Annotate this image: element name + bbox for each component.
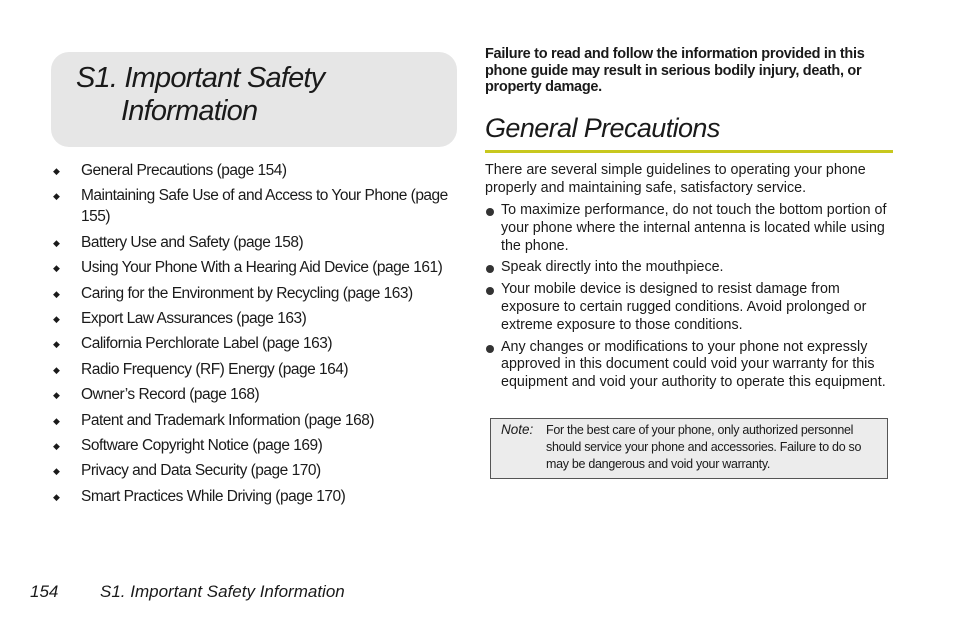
list-item-text: Speak directly into the mouthpiece. xyxy=(501,259,724,276)
note-label: Note: xyxy=(501,422,534,437)
toc-item-label: Software Copyright Notice (page 169) xyxy=(81,436,323,454)
toc-item[interactable] xyxy=(50,384,455,405)
toc-item[interactable] xyxy=(50,160,455,181)
bullet-dot-icon xyxy=(486,287,494,295)
precautions-list xyxy=(485,202,895,396)
diamond-bullet-icon: ◆ xyxy=(53,364,60,375)
diamond-bullet-icon: ◆ xyxy=(53,263,60,274)
toc-item[interactable] xyxy=(50,460,455,481)
toc-item[interactable] xyxy=(50,257,455,278)
toc-item-label: Owner’s Record (page 168) xyxy=(81,386,260,404)
diamond-bullet-icon: ◆ xyxy=(53,415,60,426)
diamond-bullet-icon: ◆ xyxy=(53,237,60,248)
diamond-bullet-icon: ◆ xyxy=(53,390,60,401)
toc-item-label: Caring for the Environment by Recycling (page 163) xyxy=(81,284,413,302)
toc-item-label: General Precautions (page 154) xyxy=(81,162,287,179)
list-item xyxy=(485,202,895,255)
toc-item-label: Smart Practices While Driving (page 170) xyxy=(81,487,346,505)
toc-item[interactable] xyxy=(50,185,455,227)
footer-section-title: S1. Important Safety Information xyxy=(100,582,345,601)
bullet-dot-icon xyxy=(486,265,494,273)
toc-item[interactable] xyxy=(50,308,455,329)
bullet-dot-icon xyxy=(486,345,494,353)
page-number: 154 xyxy=(30,582,59,601)
toc-item[interactable] xyxy=(50,359,455,380)
note-box xyxy=(490,418,888,479)
safety-warning: Failure to read and follow the information provided in this phone guide may result in serious bodily injury, death, or property damage. xyxy=(485,46,865,95)
toc-item-label: Export Law Assurances (page 163) xyxy=(81,309,307,327)
diamond-bullet-icon: ◆ xyxy=(53,440,60,451)
list-item-text: To maximize performance, do not touch the bottom portion of your phone where the internal antenna is located while using the phone. xyxy=(501,202,887,254)
diamond-bullet-icon: ◆ xyxy=(53,288,60,299)
list-item xyxy=(485,259,895,277)
toc-item[interactable] xyxy=(50,283,455,304)
bullet-dot-icon xyxy=(486,208,494,216)
chapter-title-line1: S1. Important Safety xyxy=(76,62,325,94)
chapter-contents-list xyxy=(50,160,455,511)
note-text: For the best care of your phone, only authorized personnel should service your phone and accessories. Failure to do so may be dangerous and void your warranty. xyxy=(546,423,862,471)
list-item xyxy=(485,339,895,392)
list-item-text: Any changes or modifications to your phone not expressly approved in this document could void your warranty for this equipment and void your authority to operate this equipment. xyxy=(501,338,886,391)
toc-item-label: Privacy and Data Security (page 170) xyxy=(81,462,321,480)
list-item xyxy=(485,281,895,334)
diamond-bullet-icon: ◆ xyxy=(53,313,60,324)
toc-item-label: Maintaining Safe Use of and Access to Your Phone (page 155) xyxy=(81,187,448,226)
diamond-bullet-icon: ◆ xyxy=(53,339,60,350)
toc-item-label: California Perchlorate Label (page 163) xyxy=(81,335,333,353)
toc-item[interactable] xyxy=(50,333,455,354)
list-item-text: Your mobile device is designed to resist damage from exposure to certain rugged conditions. Avoid prolonged or extreme exposure to those conditions. xyxy=(501,281,867,333)
diamond-bullet-icon: ◆ xyxy=(53,166,60,176)
section-intro: There are several simple guidelines to operating your phone properly and maintaining safe, satisfactory service. xyxy=(485,162,866,196)
diamond-bullet-icon: ◆ xyxy=(53,466,60,477)
diamond-bullet-icon: ◆ xyxy=(53,491,60,502)
toc-item[interactable] xyxy=(50,435,455,456)
toc-item-label: Using Your Phone With a Hearing Aid Device (page 161) xyxy=(81,259,443,277)
toc-item-label: Patent and Trademark Information (page 168) xyxy=(81,411,374,429)
section-heading: General Precautions xyxy=(485,111,893,153)
toc-item[interactable] xyxy=(50,486,455,507)
toc-item-label: Battery Use and Safety (page 158) xyxy=(81,233,304,251)
toc-item[interactable] xyxy=(50,410,455,431)
toc-item[interactable] xyxy=(50,232,455,253)
chapter-title-line2: Information xyxy=(121,95,258,127)
diamond-bullet-icon: ◆ xyxy=(53,191,60,202)
chapter-title xyxy=(76,62,446,128)
toc-item-label: Radio Frequency (RF) Energy (page 164) xyxy=(81,360,349,378)
